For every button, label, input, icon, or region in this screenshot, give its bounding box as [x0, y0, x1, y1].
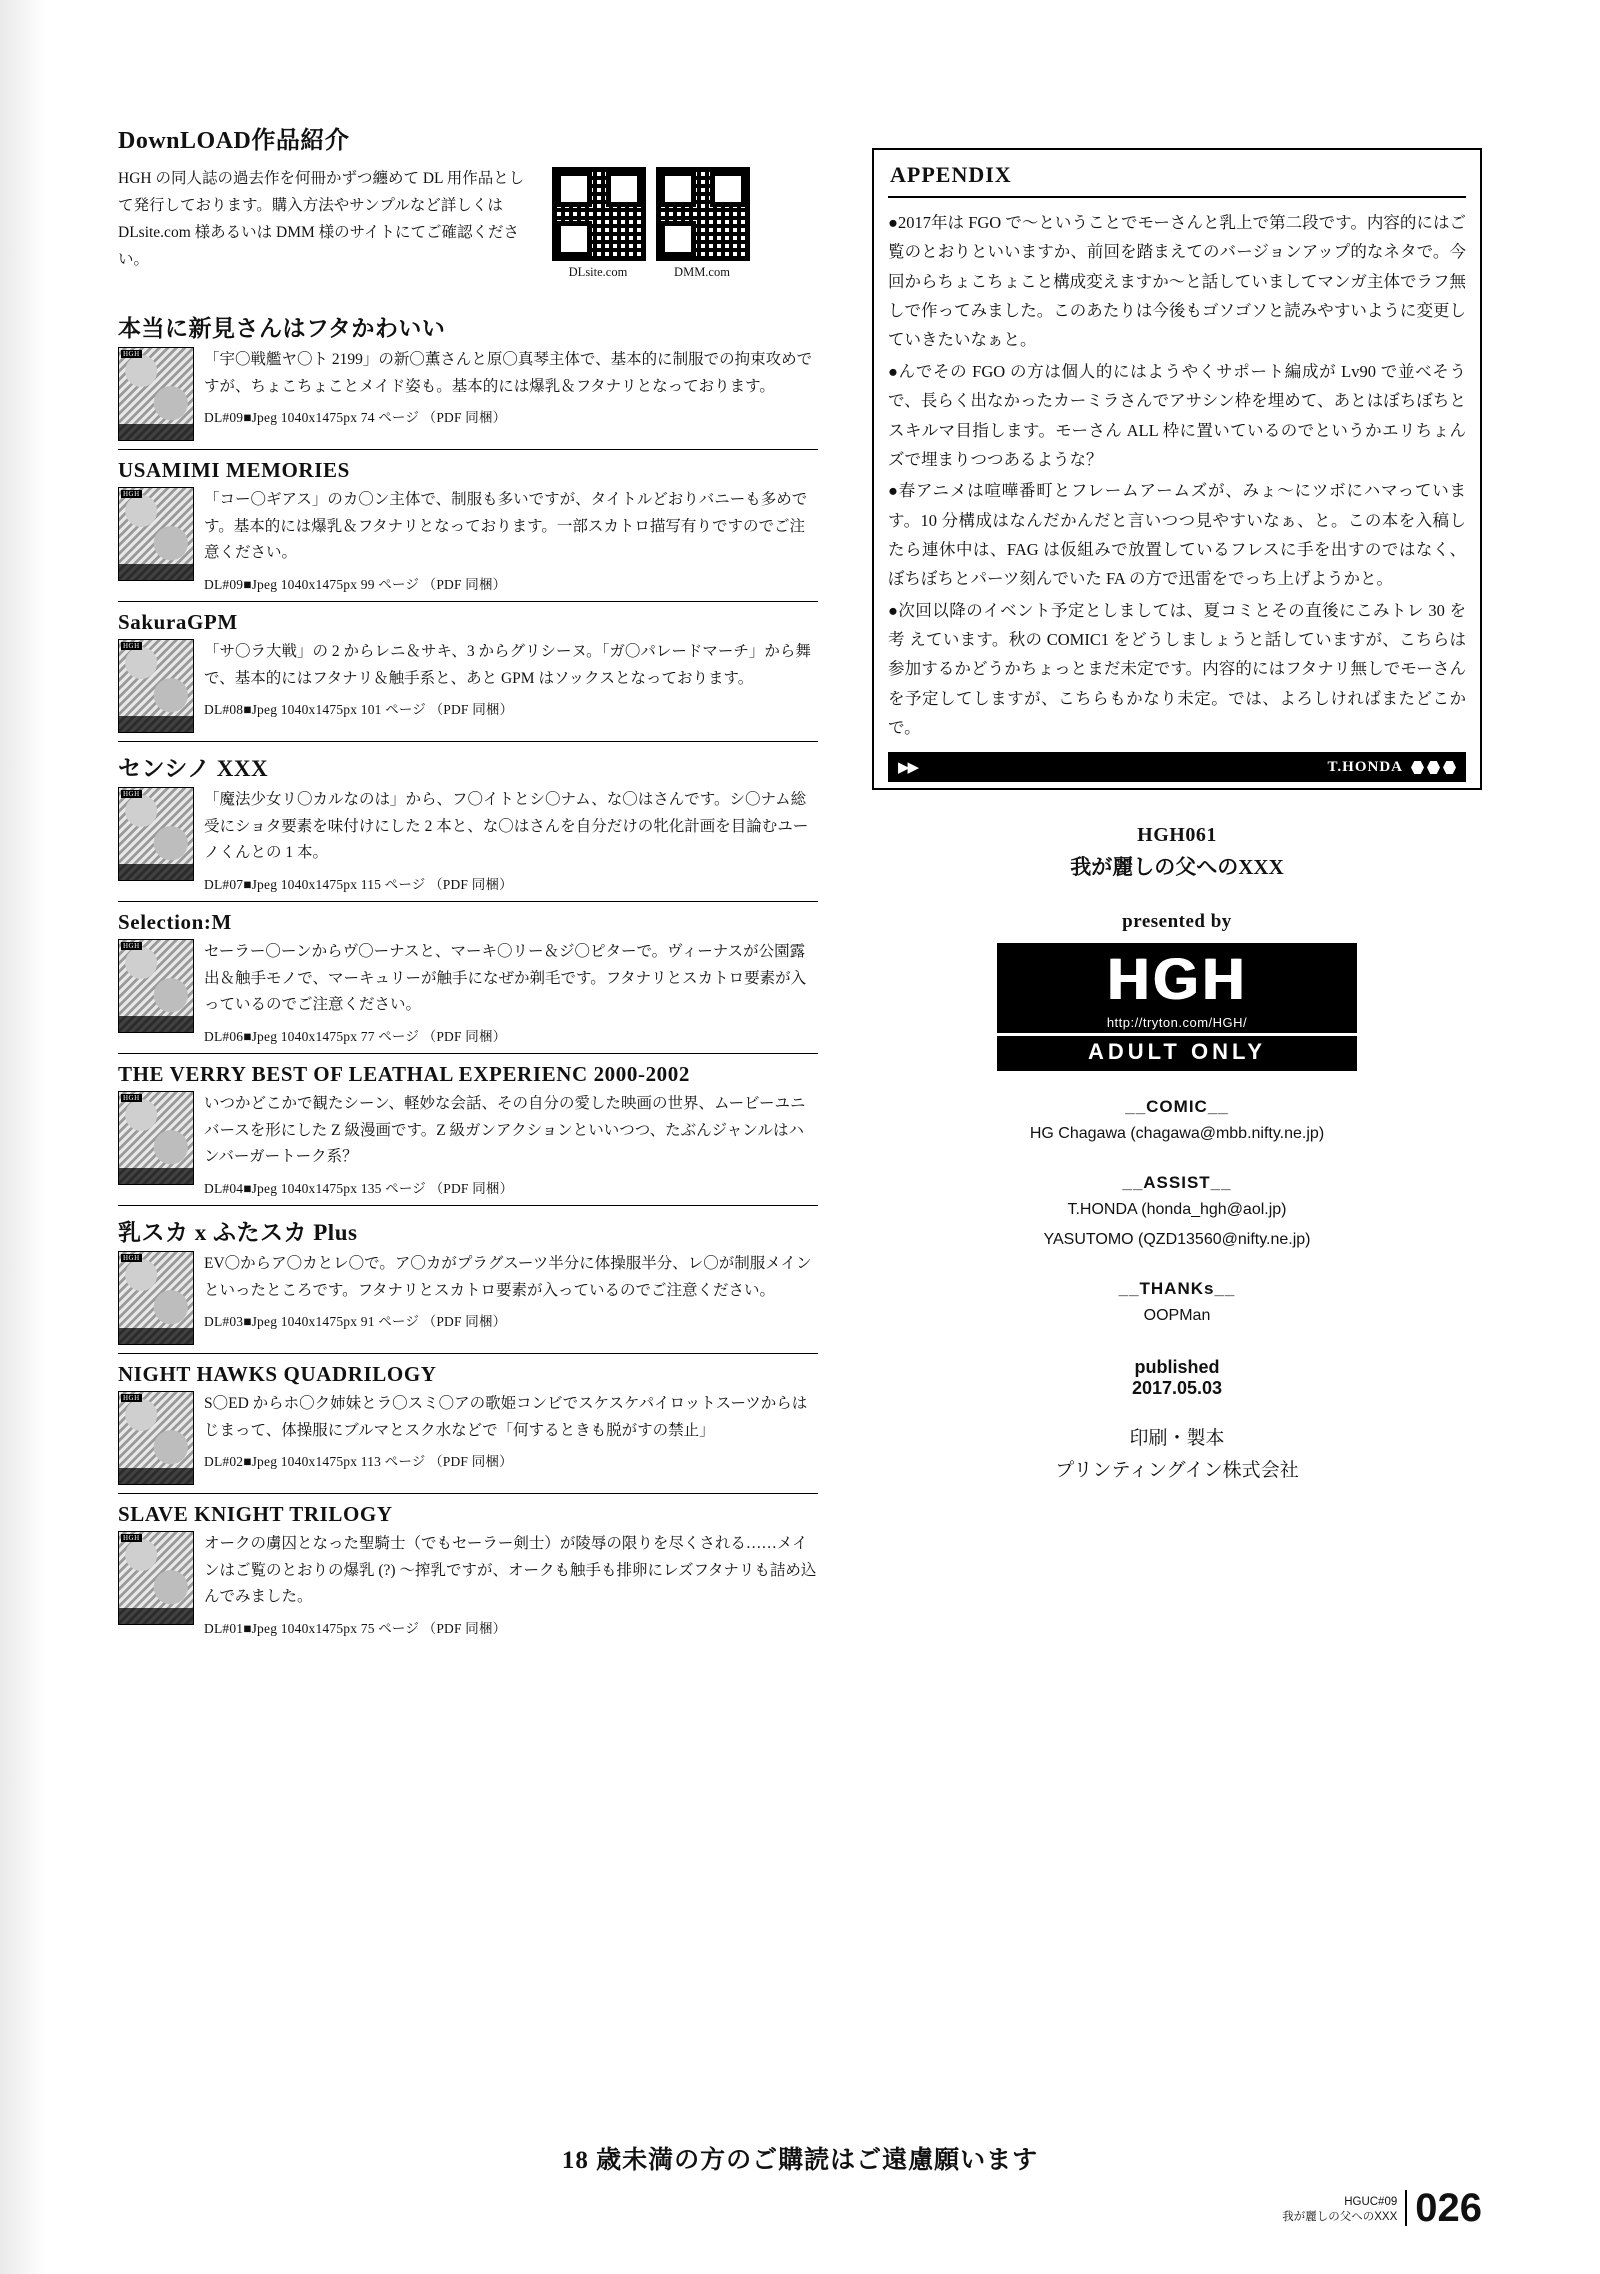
work-description: 「宇〇戦艦ヤ〇ト 2199」の新〇薫さんと原〇真琴主体で、基本的に制服での拘束攻めですが、ちょこちょことメイド姿も。基本的には爆乳＆フタナリとなっております。	[204, 351, 813, 395]
appendix-paragraph: ●2017年は FGO で〜ということでモーさんと乳上で第二段です。内容的にはご覧のとおりといいますか、前回を踏まえてのバージョンアップ的なネタで。今回からちょこちょこと構成変えますか〜と話していましてマンガ主体でラフ無しで作ってみました。このあたりは今後もゴソゴソと読みやすいように変更していきたいなぁと。	[888, 213, 1466, 350]
thumbnail-tag: HGH	[123, 1533, 140, 1542]
work-description: オークの虜囚となった聖騎士（でもセーラー剣士）が陵辱の限りを尽くされる……メインはご覧のとおりの爆乳 (?) 〜搾乳ですが、オークも触手も排卵にレズフタナリも詰め込んでみました。	[204, 1534, 817, 1606]
work-title: センシノ XXX	[118, 755, 269, 781]
published-label: published	[1134, 1356, 1220, 1377]
published-date: 2017.05.03	[1131, 1377, 1223, 1398]
work-title: THE VERRY BEST OF LEATHAL EXPERIENC 2000-2002	[118, 1061, 690, 1086]
work-thumbnail	[118, 939, 194, 1033]
credits-comic-heading: __COMIC__	[1125, 1097, 1229, 1117]
page-meta	[1282, 2195, 1397, 2226]
adult-only-badge: ADULT ONLY	[997, 1033, 1357, 1071]
thumbnail-tag: HGH	[123, 641, 140, 650]
work-title: USAMIMI MEMORIES	[118, 458, 350, 482]
work-thumbnail	[118, 639, 194, 733]
appendix-paragraph: ●春アニメは喧嘩番町とフレームアームズが、みょ〜にツボにハマっています。10 分構成はなんだかんだと言いつつ見やすいなぁ、と。この本を入稿したら連休中は、FAG は仮組みで放置しているフレスに手を出すのではなく、ぼちぼちとパーツ刻んでいた FA の方で迅雷をでっち上げようかと。	[888, 481, 1466, 589]
printer-label: 印刷・製本	[1129, 1427, 1225, 1449]
list-item	[118, 1493, 818, 1645]
download-intro	[118, 165, 818, 280]
list-item	[118, 601, 818, 741]
page-footer	[1282, 2186, 1482, 2230]
age-restriction-note: 18 歳未満の方のご購読はご遠慮願います	[561, 2147, 1039, 2174]
work-title: SakuraGPM	[118, 609, 238, 634]
thumbnail-tag: HGH	[123, 1093, 140, 1102]
list-item	[118, 741, 818, 901]
page-meta-code: HGUC#09	[1344, 2195, 1398, 2208]
hgh-logo	[997, 943, 1357, 1071]
thumbnail-tag: HGH	[123, 789, 140, 798]
page-number: 026	[1405, 2190, 1482, 2226]
work-meta: DL#07■Jpeg 1040x1475px 115 ページ （PDF 同梱）	[204, 876, 513, 892]
list-item	[118, 1353, 818, 1493]
download-intro-text: HGH の同人誌の過去作を何冊かずつ纏めて DL 用作品として発行しております。購入方法やサンプルなど詳しくは DLsite.com 様あるいは DMM 様のサイトにてご確認ください。	[118, 170, 525, 269]
hex-decoration-icon	[1411, 761, 1456, 774]
colophon	[872, 824, 1482, 1487]
appendix-signature	[1328, 759, 1456, 776]
dlsite-qr-icon	[552, 167, 646, 261]
work-meta: DL#01■Jpeg 1040x1475px 75 ページ （PDF 同梱）	[204, 1620, 507, 1636]
credits-assist-line: YASUTOMO (QZD13560@nifty.ne.jp)	[1043, 1231, 1311, 1249]
list-item	[118, 1205, 818, 1353]
work-meta: DL#08■Jpeg 1040x1475px 101 ページ （PDF 同梱）	[204, 702, 514, 718]
credits-comic-line: HG Chagawa (chagawa@mbb.nifty.ne.jp)	[1029, 1125, 1325, 1143]
presented-by-label: presented by	[1122, 911, 1232, 933]
work-title: 本当に新見さんはフタかわいい	[118, 316, 446, 341]
work-description: 「サ〇ラ大戦」の 2 からレニ＆サキ、3 からグリシーヌ。「ガ〇パレードマーチ」から舞で、基本的にはフタナリ＆触手系と、あと GPM はソックスとなっております。	[204, 642, 811, 687]
printer-info	[872, 1423, 1482, 1488]
appendix-paragraph: ●次回以降のイベント予定としましては、夏コミとその直後にこみトレ 30 を考 えています。秋の COMIC1 をどうしましょうと話していますが、こちらは参加するかどうかちょっとまだ未定です。内容的にはフタナリ無しでモーさんを予定してしますが、こちらもかなり未定。では、よろしければまたどこかで。	[888, 600, 1466, 738]
work-title: Selection:M	[118, 909, 232, 934]
thumbnail-tag: HGH	[123, 941, 140, 950]
work-title: 乳スカ x ふたスカ Plus	[118, 1219, 358, 1245]
list-item	[118, 302, 818, 449]
play-arrows-icon: ▶▶	[898, 759, 918, 776]
dlsite-qr-caption: DLsite.com	[568, 265, 628, 279]
appendix-signature-text: T.HONDA	[1327, 758, 1403, 775]
credits-comic	[872, 1097, 1482, 1147]
work-thumbnail	[118, 1091, 194, 1185]
work-meta: DL#06■Jpeg 1040x1475px 77 ページ （PDF 同梱）	[204, 1028, 507, 1044]
work-title: NIGHT HAWKS QUADRILOGY	[118, 1361, 437, 1386]
printer-name: プリンティングイン株式会社	[1055, 1459, 1299, 1481]
work-description: S〇ED からホ〇ク姉妹とラ〇スミ〇アの歌姫コンビでスケスケパイロットスーツからはじまって、体操服にブルマとスク水などで「何するときも脱がすの禁止」	[204, 1394, 808, 1439]
dmm-qr-caption: DMM.com	[674, 265, 730, 279]
work-title: SLAVE KNIGHT TRILOGY	[118, 1501, 393, 1526]
work-thumbnail	[118, 1391, 194, 1485]
hgh-logo-text: HGH	[997, 943, 1357, 1013]
dmm-qr-icon	[656, 167, 750, 261]
credits-assist	[872, 1173, 1482, 1253]
credits-thanks-heading: __THANKs__	[1118, 1278, 1236, 1298]
page-edge-shading	[0, 0, 46, 2274]
qr-codes	[552, 167, 748, 280]
dmm-qr-block	[656, 167, 748, 280]
work-thumbnail	[118, 487, 194, 581]
work-description: 「魔法少女リ〇カルなのは」から、フ〇イトとシ〇ナム、な〇はさんです。シ〇ナム総受にショタ要素を味付けにした 2 本と、な〇はさんを自分だけの牝化計画を目論むユーノくんとの 1 本。	[204, 790, 809, 862]
hgh-logo-url: http://tryton.com/HGH/	[997, 1013, 1357, 1033]
credits-assist-heading: __ASSIST__	[1122, 1173, 1232, 1193]
appendix-box	[872, 148, 1482, 790]
thumbnail-tag: HGH	[123, 1253, 140, 1262]
thumbnail-tag: HGH	[123, 1393, 140, 1402]
work-meta: DL#09■Jpeg 1040x1475px 99 ページ （PDF 同梱）	[204, 576, 507, 592]
work-description: 「コー〇ギアス」のカ〇ン主体で、制服も多いですが、タイトルどおりバニーも多めです。基本的には爆乳＆フタナリとなっております。一部スカトロ描写有りですのでご注意ください。	[204, 491, 808, 562]
work-thumbnail	[118, 1251, 194, 1345]
work-meta: DL#09■Jpeg 1040x1475px 74 ページ （PDF 同梱）	[204, 410, 507, 426]
book-title: 我が麗しの父へのXXX	[1070, 855, 1284, 880]
work-meta: DL#02■Jpeg 1040x1475px 113 ページ （PDF 同梱）	[204, 1454, 513, 1470]
appendix-footer-bar	[888, 752, 1466, 782]
credits-thanks-line: OOPMan	[1143, 1306, 1211, 1324]
appendix-paragraph: ●んでその FGO の方は個人的にはようやくサポート編成が Lv90 で並べそうで、長らく出なかったカーミラさんでアサシン枠を埋めて、あとはぼちぼちとスキルマ目指します。モーさん ALL 枠に置いているのでというかエリちょんズで埋まりつつあるような？	[888, 361, 1466, 469]
thumbnail-tag: HGH	[123, 350, 140, 358]
work-thumbnail	[118, 1531, 194, 1625]
thumbnail-tag: HGH	[123, 490, 140, 498]
credits-assist-line: T.HONDA (honda_hgh@aol.jp)	[1067, 1201, 1287, 1219]
work-thumbnail	[118, 787, 194, 881]
work-thumbnail	[118, 347, 194, 441]
download-heading: DownLOAD作品紹介	[118, 128, 350, 154]
work-meta: DL#03■Jpeg 1040x1475px 91 ページ （PDF 同梱）	[204, 1314, 507, 1330]
list-item	[118, 1053, 818, 1205]
dlsite-qr-block	[552, 167, 644, 280]
work-meta: DL#04■Jpeg 1040x1475px 135 ページ （PDF 同梱）	[204, 1180, 514, 1196]
list-item	[118, 901, 818, 1053]
appendix-column	[872, 148, 1482, 1487]
list-item	[118, 449, 818, 601]
works-list	[118, 302, 818, 1645]
appendix-heading: APPENDIX	[890, 162, 1012, 187]
page-meta-title: 我が麗しの父へのXXX	[1282, 2211, 1398, 2224]
credits-thanks	[872, 1279, 1482, 1329]
download-works-column	[118, 120, 818, 1645]
work-description: いつかどこかで観たシーン、軽妙な会話、その自分の愛した映画の世界、ムービーユニバースを形にした Z 級漫画です。Z 級ガンアクションといいつつ、たぶんジャンルはハンバーガートーク系？	[204, 1094, 806, 1166]
appendix-divider	[888, 196, 1466, 198]
work-description: セーラー〇ーンからヴ〇ーナスと、マーキ〇リー＆ジ〇ピターで。ヴィーナスが公園露出＆触手モノで、マーキュリーが触手になぜか剃毛です。フタナリとスカトロ要素が入っているのでご注意ください。	[204, 942, 807, 1014]
book-code: HGH061	[1137, 824, 1217, 847]
work-description: EV〇からア〇カとレ〇で。ア〇カがプラグスーツ半分に体操服半分、レ〇が制服メインといったところです。フタナリとスカトロ要素が入っているのでご注意ください。	[204, 1254, 812, 1299]
